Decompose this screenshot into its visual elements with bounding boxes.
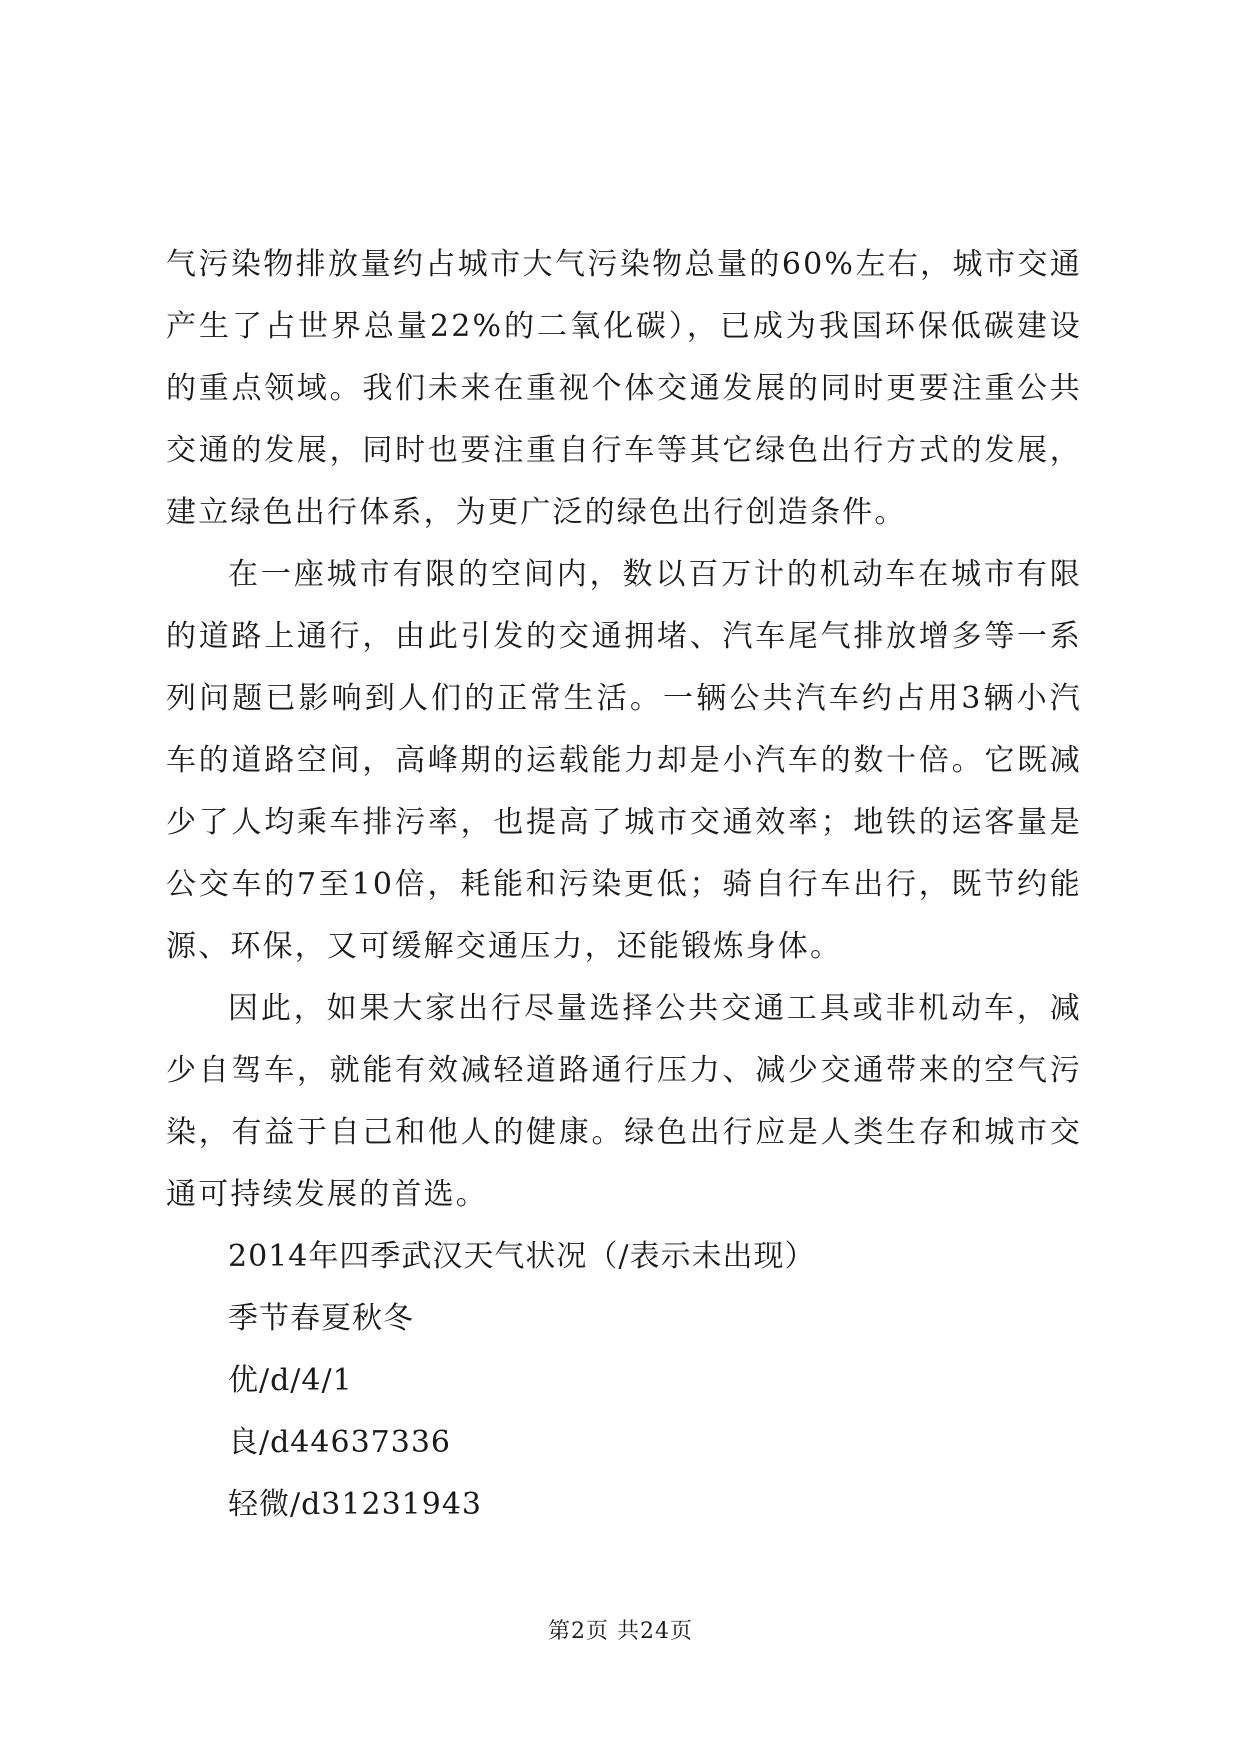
table-caption: 2014年四季武汉天气状况（/表示未出现） bbox=[228, 1239, 816, 1274]
paragraph-1: 气污染物排放量约占城市大气污染物总量的60%左右，城市交通产生了占世界总量22%的二氧化碳），已成为我国环保低碳建设的重点领域。我们未来在重视个体交通发展的同时更要注重公共交通的发展，同时也要注重自行车等其它绿色出行方式的发展，建立绿色出行体系，为更广泛的绿色出行创造条件。 bbox=[166, 247, 1082, 530]
page-footer: 第2页 共24页 bbox=[548, 1619, 693, 1644]
table-row-good: 良/d44637336 bbox=[228, 1425, 452, 1460]
paragraph-3: 因此，如果大家出行尽量选择公共交通工具或非机动车，减少自驾车，就能有效减轻道路通行压力、减少交通带来的空气污染，有益于自己和他人的健康。绿色出行应是人类生存和城市交通可持续发展的首选。 bbox=[166, 991, 1082, 1212]
table-row-excellent: 优/d/4/1 bbox=[228, 1363, 353, 1398]
table-row-slight: 轻微/d31231943 bbox=[228, 1487, 483, 1522]
body-text bbox=[166, 234, 1082, 1536]
paragraph-2: 在一座城市有限的空间内，数以百万计的机动车在城市有限的道路上通行，由此引发的交通拥堵、汽车尾气排放增多等一系列问题已影响到人们的正常生活。一辆公共汽车约占用3辆小汽车的道路空间，高峰期的运载能力却是小汽车的数十倍。它既减少了人均乘车排污率，也提高了城市交通效率；地铁的运客量是公交车的7至10倍，耗能和污染更低；骑自行车出行，既节约能源、环保，又可缓解交通压力，还能锻炼身体。 bbox=[166, 557, 1082, 964]
table-header-row: 季节春夏秋冬 bbox=[228, 1301, 414, 1336]
